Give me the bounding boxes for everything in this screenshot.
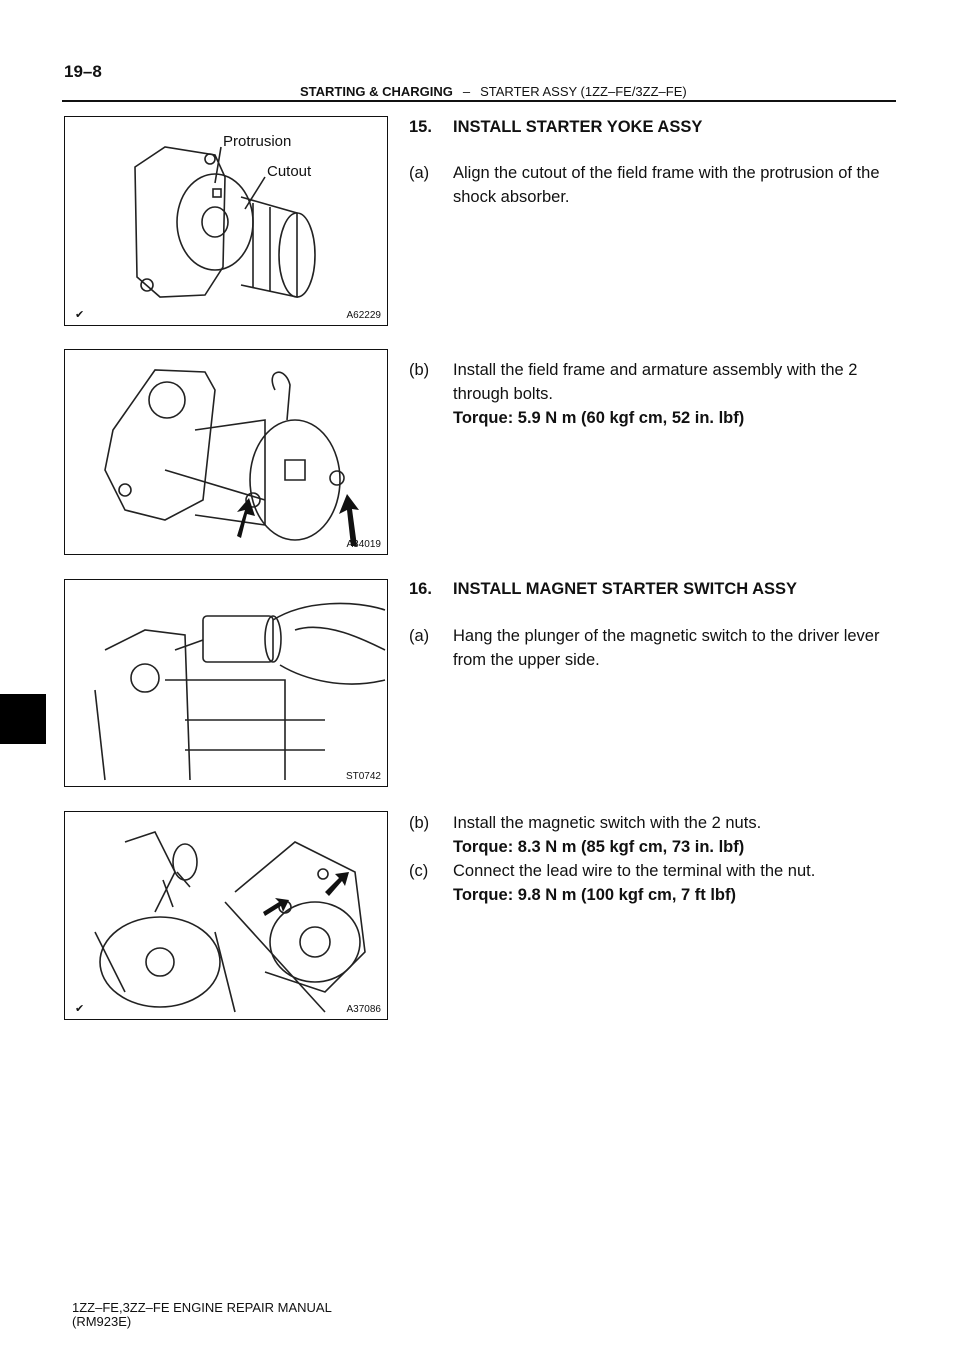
sub-text: Align the cutout of the field frame with the protrusion of the shock absorber. bbox=[453, 164, 880, 206]
sub-letter: (a) bbox=[409, 627, 430, 645]
manual-code: (RM923E) bbox=[72, 1314, 132, 1329]
sub-text: Install the magnetic switch with the 2 nuts. bbox=[453, 814, 762, 832]
page-number: 19–8 bbox=[64, 62, 102, 81]
figure-magnetic-switch-nuts bbox=[64, 811, 388, 1020]
hang-plunger-drawing bbox=[65, 580, 388, 787]
step-title-text: INSTALL STARTER YOKE ASSY bbox=[453, 118, 703, 136]
sub-letter: (b) bbox=[409, 814, 430, 832]
step-number: 16. bbox=[409, 580, 432, 598]
through-bolts-drawing bbox=[65, 350, 388, 555]
step-number: 15. bbox=[409, 118, 432, 136]
step-15a bbox=[409, 161, 899, 209]
running-header bbox=[300, 84, 687, 99]
torque-spec: Torque: 8.3 N m (85 kgf cm, 73 in. lbf) bbox=[453, 838, 745, 856]
sub-letter: (c) bbox=[409, 862, 429, 880]
header-rule bbox=[62, 100, 896, 102]
subsection-title: STARTER ASSY (1ZZ–FE/3ZZ–FE) bbox=[480, 84, 687, 99]
step-15-title bbox=[409, 118, 702, 137]
figure-id: A62229 bbox=[346, 310, 381, 321]
figure-starter-yoke-alignment bbox=[64, 116, 388, 326]
figure-id: A37086 bbox=[346, 1004, 381, 1015]
figure-id: ST0742 bbox=[345, 771, 381, 782]
step-16b bbox=[409, 811, 899, 859]
figure-check-mark: ✔ bbox=[75, 1003, 85, 1015]
sub-text: Hang the plunger of the magnetic switch to the driver lever from the upper side. bbox=[453, 627, 880, 669]
figure-through-bolts bbox=[64, 349, 388, 555]
section-title: STARTING & CHARGING bbox=[300, 84, 453, 99]
step-16a bbox=[409, 624, 899, 672]
sub-text: Connect the lead wire to the terminal with the nut. bbox=[453, 862, 816, 880]
figure-check-mark: ✔ bbox=[75, 309, 85, 321]
torque-spec: Torque: 5.9 N m (60 kgf cm, 52 in. lbf) bbox=[453, 409, 745, 427]
magnetic-switch-nuts-drawing bbox=[65, 812, 388, 1020]
header-separator: – bbox=[462, 84, 471, 99]
callout-protrusion: Protrusion bbox=[223, 133, 292, 150]
sub-text: Install the field frame and armature assembly with the 2 through bolts. bbox=[453, 361, 858, 403]
footer bbox=[72, 1301, 332, 1329]
sub-letter: (b) bbox=[409, 361, 430, 379]
callout-cutout: Cutout bbox=[267, 163, 312, 180]
figure-hang-plunger bbox=[64, 579, 388, 787]
torque-spec: Torque: 9.8 N m (100 kgf cm, 7 ft lbf) bbox=[453, 886, 736, 904]
step-16c bbox=[409, 859, 899, 907]
section-tab-marker bbox=[0, 694, 46, 744]
figure-id: A34019 bbox=[346, 539, 381, 550]
step-title-text: INSTALL MAGNET STARTER SWITCH ASSY bbox=[453, 580, 798, 598]
manual-title: 1ZZ–FE,3ZZ–FE ENGINE REPAIR MANUAL bbox=[72, 1300, 332, 1315]
step-16-title bbox=[409, 580, 797, 599]
sub-letter: (a) bbox=[409, 164, 430, 182]
step-15b bbox=[409, 358, 899, 430]
